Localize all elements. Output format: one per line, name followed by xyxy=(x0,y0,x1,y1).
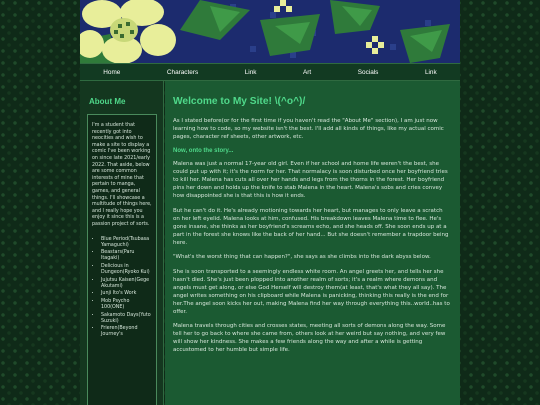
story-paragraph: She is soon transported to a seemingly endless white room. An angel greets her, and tells her she hasn't died. She's just been plopped into another realm of sorts; it's a realm where demons and angels must get along, or else God Herself will destroy them(at least, that's what they all say). The angel writes something on his clipboard while Malena is panicking, thinking this really is the end for her.The angel soon kicks her out, making Malena find her way through everything this..world..has to offer. xyxy=(173,268,450,315)
about-me-bio: I'm a student that recently got into neocities and wish to make a site to display a comic I've been working on since late 2021/early 2022. That aside, below are some common interests of mine that pertain to manga, games, and general things. I'll showcase a multitude of things here, and I really hope you enjoy it since this is a passion project of sorts. xyxy=(92,123,152,227)
nav-link-socials[interactable]: Socials xyxy=(357,68,379,76)
flower-banner-image xyxy=(80,0,460,63)
story-paragraph: "What's the worst thing that can happen?", she says as she climbs into the dark abyss below. xyxy=(173,254,431,260)
story-subtitle: Now, onto the story... xyxy=(173,147,234,154)
interest-item: • Frieren(Beyond Journey's xyxy=(101,326,153,338)
interest-item: • Blue Period(Tsubasa Yamaguchi) xyxy=(101,237,153,249)
nav-link-characters[interactable]: Characters xyxy=(166,68,199,76)
interest-item: • Jujutsu Kaisen(Gege Akutami) xyxy=(101,278,153,290)
intro-paragraph: As I stated before(or for the first time if you haven't read the "About Me" section), I am just now learning how to code, so my website isn't the best. I'll add all kinds of things, like my actual comic pages, character ref sheets, other artwork, etc. xyxy=(173,118,444,140)
about-me-box xyxy=(87,114,157,405)
nav-link-link-2[interactable]: Link xyxy=(424,68,437,76)
interest-item: • Mob Psycho 100(ONE) xyxy=(101,299,153,311)
interest-item: • Sakamoto Days(Yuto Suzuki) xyxy=(101,313,153,325)
main-content xyxy=(165,81,460,405)
interest-item: • Junji Ito's Work xyxy=(101,291,153,297)
sidebar xyxy=(80,81,164,405)
page-title: Welcome to My Site! \(^o^)/ xyxy=(173,96,306,107)
nav-link-link-1[interactable]: Link xyxy=(244,68,257,76)
interest-item: • Delicious in Dungeon(Ryoko Kui) xyxy=(101,264,153,276)
story-paragraph: But he can't do it. He's already motioning towards her heart, but manages to only leave a scratch on her left eyelid. Malena looks at him, confused. His breakdown leaves Malena time to flee. He's gone insane, she thinks as her boyfriend's screams echo, and she heads off. She soon ends up at a part in the forest she knows like the back of her hand... But she doesn't remember a trapdoor being here. xyxy=(173,207,449,246)
header-banner xyxy=(80,0,460,63)
sidebar-title: About Me xyxy=(89,97,126,106)
site-container xyxy=(80,0,460,405)
story-paragraph: Malena travels through cities and crosses states, meeting all sorts of demons along the way. Some tell her to go back to where she came from, others look at her weird but say nothing, and very few will show her kindness. She makes a few friends along the way and after a while is getting accustomed to her humble but simple life. xyxy=(173,323,446,353)
main-navigation xyxy=(80,63,460,81)
interests-list xyxy=(101,237,153,339)
story-paragraph: Malena was just a normal 17-year old girl. Even if her school and home life weren't the best, she could put up with it; it's the norm for her. That normalacy is soon disturbed once her boyfriend tries to kill her. Malena has cuts all over her hands and legs from the thorns in the forest. Her boyfriend pins her down and holds up the knife to stab Malena in the heart. Malena's sobs and cries convey how disappointed she is that this is how it ends. xyxy=(173,161,448,199)
nav-link-home[interactable]: Home xyxy=(103,68,121,76)
nav-link-art[interactable]: Art xyxy=(303,68,312,76)
interest-item: • Beastars(Paru Itagaki) xyxy=(101,250,153,262)
